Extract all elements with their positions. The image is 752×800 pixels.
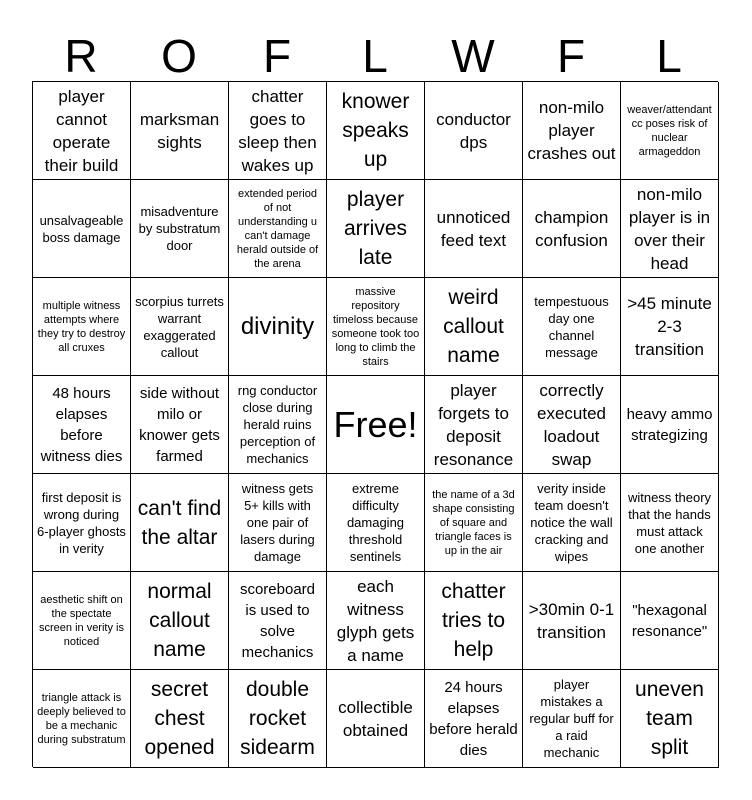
bingo-cell[interactable] [33,82,131,180]
cell-text: unnoticed feed text [436,207,511,250]
cell-text: misadventure by substratum door [138,204,221,253]
bingo-cell[interactable] [523,180,621,278]
bingo-cell[interactable] [229,670,327,768]
bingo-cell[interactable] [523,474,621,572]
cell-text: witness theory that the hands must attack one another [627,489,712,556]
cell-text: weaver/attendant cc poses risk of nuclear armageddon [627,103,712,158]
cell-text: "hexagonal resonance" [631,601,708,640]
cell-text: player forgets to deposit resonance [433,380,514,469]
bingo-cell[interactable] [327,572,425,670]
bingo-cell[interactable] [33,474,131,572]
header-letter: L [362,30,388,82]
cell-text: >30min 0-1 transition [528,599,615,642]
cell-text: collectible obtained [338,697,413,740]
cell-text: massive repository timeloss because someone took too long to climb the stairs [331,285,420,368]
free-text: Free! [333,403,418,445]
cell-text: the name of a 3d shape consisting of square and triangle faces is up in the air [432,488,515,557]
header-letter: L [656,30,682,82]
cell-text: uneven team split [635,678,704,759]
bingo-cell[interactable] [523,572,621,670]
bingo-cell[interactable] [33,670,131,768]
bingo-cell[interactable] [327,670,425,768]
bingo-cell[interactable] [33,278,131,376]
bingo-cell[interactable] [229,474,327,572]
cell-text: double rocket sidearm [240,678,315,759]
header-letter: F [556,30,586,82]
cell-text: conductor dps [436,109,511,152]
bingo-cell[interactable] [425,474,523,572]
cell-text: non-milo player is in over their head [628,184,711,273]
bingo-cell[interactable] [33,376,131,474]
bingo-cell[interactable] [131,82,229,180]
cell-text: player cannot operate their build [44,86,119,175]
bingo-cell[interactable] [425,670,523,768]
bingo-cell[interactable] [131,572,229,670]
cell-text: secret chest opened [144,678,215,759]
cell-text: triangle attack is deeply believed to be a mechanic during substratum [37,691,126,746]
bingo-cell[interactable] [621,474,719,572]
cell-text: 24 hours elapses before herald dies [429,678,518,759]
cell-text: verity inside team doesn't notice the wall cracking and wipes [530,481,613,564]
bingo-cell[interactable] [327,82,425,180]
bingo-cell[interactable] [523,82,621,180]
header-letter: F [262,30,292,82]
cell-text: knower speaks up [341,90,410,171]
cell-text: non-milo player crashes out [527,98,616,163]
cell-text: player mistakes a regular buff for a raid mechanic [529,677,614,760]
bingo-cell[interactable] [425,278,523,376]
bingo-header [32,30,718,82]
bingo-cell[interactable] [229,82,327,180]
cell-text: scorpius turrets warrant exaggerated callout [135,293,224,360]
cell-text: rng conductor close during herald ruins perception of mechanics [237,383,318,466]
bingo-cell[interactable] [131,670,229,768]
cell-text: witness gets 5+ kills with one pair of lasers during damage [240,481,315,564]
cell-text: each witness glyph gets a name [336,576,415,665]
bingo-cell[interactable] [327,278,425,376]
bingo-cell[interactable] [621,278,719,376]
cell-text: 48 hours elapses before witness dies [40,384,123,465]
cell-text: correctly executed loadout swap [537,380,606,469]
free-space[interactable] [327,376,425,474]
bingo-cell[interactable] [131,278,229,376]
cell-text: player arrives late [343,188,407,269]
bingo-cell[interactable] [425,180,523,278]
cell-text: side without milo or knower gets farmed [139,384,220,465]
bingo-cell[interactable] [523,376,621,474]
cell-text: aesthetic shift on the spectate screen in verity is noticed [39,593,124,648]
bingo-board [32,81,718,767]
cell-text: divinity [240,312,315,340]
cell-text: chatter tries to help [441,580,506,661]
cell-text: normal callout name [147,580,212,661]
bingo-cell[interactable] [229,180,327,278]
cell-text: scoreboard is used to solve mechanics [239,580,316,661]
bingo-cell[interactable] [621,82,719,180]
bingo-cell[interactable] [621,572,719,670]
bingo-cell[interactable] [131,180,229,278]
cell-text: can't find the altar [137,496,222,549]
bingo-cell[interactable] [523,670,621,768]
header-letter: R [64,30,98,82]
cell-text: extreme difficulty damaging threshold sentinels [346,481,405,564]
cell-text: first deposit is wrong during 6-player ghosts in verity [37,489,126,556]
bingo-cell[interactable] [523,278,621,376]
bingo-cell[interactable] [425,376,523,474]
cell-text: weird callout name [443,286,504,367]
cell-text: extended period of not understanding u can't damage herald outside of the arena [236,187,319,270]
cell-text: heavy ammo strategizing [626,405,713,444]
bingo-cell[interactable] [33,572,131,670]
bingo-cell[interactable] [621,180,719,278]
bingo-cell[interactable] [621,670,719,768]
bingo-cell[interactable] [131,376,229,474]
cell-text: multiple witness attempts where they try to destroy all cruxes [37,299,126,354]
bingo-cell[interactable] [327,474,425,572]
bingo-cell[interactable] [229,376,327,474]
cell-text: >45 minute 2-3 transition [627,294,712,359]
bingo-cell[interactable] [621,376,719,474]
bingo-cell[interactable] [33,180,131,278]
header-letter: W [451,30,495,82]
bingo-cell[interactable] [229,278,327,376]
cell-text: champion confusion [534,207,609,250]
bingo-cell[interactable] [229,572,327,670]
header-letter: O [161,30,197,82]
bingo-cell[interactable] [425,572,523,670]
bingo-cell[interactable] [425,82,523,180]
cell-text: chatter goes to sleep then wakes up [238,86,317,175]
cell-text: unsalvageable boss damage [39,212,124,245]
cell-text: marksman sights [139,109,220,152]
bingo-cell[interactable] [327,180,425,278]
cell-text: tempestuous day one channel message [534,293,609,360]
bingo-cell[interactable] [131,474,229,572]
